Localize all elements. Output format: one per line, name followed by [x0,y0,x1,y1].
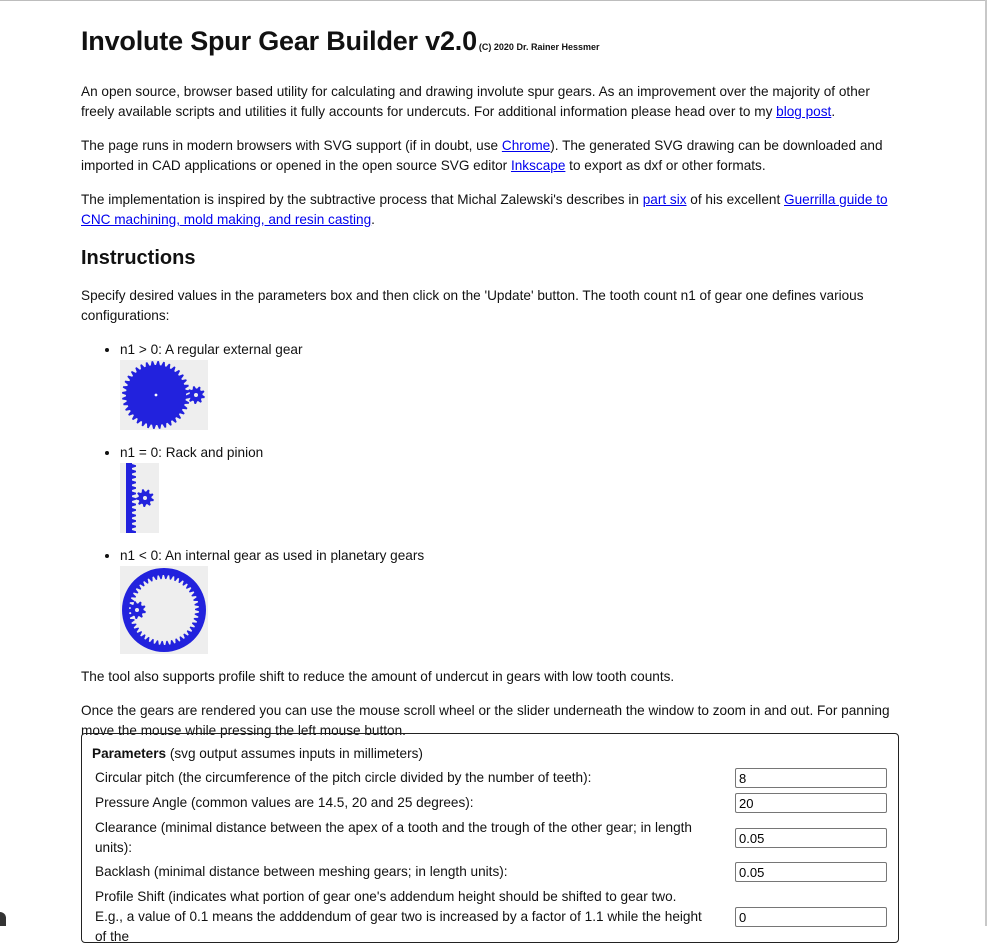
list-item [120,443,901,533]
guerrilla-guide-link[interactable]: Guerrilla guide to CNC machining, mold making, and resin casting [81,192,888,227]
param-row-pressure-angle [95,793,885,813]
param-label: Backlash (minimal distance between meshing gears; in length units): [95,864,508,879]
parameters-box [81,733,899,943]
param-row-backlash [95,862,885,882]
profile-shift-paragraph: The tool also supports profile shift to reduce the amount of undercut in gears with low tooth counts. [81,669,675,684]
param-label: Clearance (minimal distance between the apex of a tooth and the trough of the other gear; in length units): [95,820,692,855]
instructions-heading: Instructions [81,247,196,269]
param-label: Pressure Angle (common values are 14.5, 20 and 25 degrees): [95,795,474,810]
part-six-link[interactable]: part six [642,192,687,207]
inkscape-link[interactable]: Inkscape [510,158,566,173]
profile-shift-input[interactable] [735,907,887,927]
intro-paragraph-2: The page runs in modern browsers with SVG support (if in doubt, use Chrome). The generated SVG drawing can be downloaded and imported in CAD applications or opened in the open source SVG editor Inkscape to export as dxf or other formats. [81,138,883,173]
main-content [81,0,901,944]
zoom-pan-paragraph: Once the gears are rendered you can use the mouse scroll wheel or the slider underneath the window to zoom in and out. For panning move the mouse while pressing the left mouse button. [81,703,890,738]
rack-and-pinion-thumbnail [120,463,159,533]
blog-post-link[interactable]: blog post [776,104,832,119]
param-row-profile-shift [95,887,885,947]
circular-pitch-input[interactable] [735,768,887,788]
list-item-label: n1 > 0: A regular external gear [120,342,303,357]
parameters-heading: Parameters (svg output assumes inputs in millimeters) [92,746,423,761]
copyright-note: (C) 2020 Dr. Rainer Hessmer [478,42,600,52]
list-item-label: n1 = 0: Rack and pinion [120,445,264,460]
external-gear-thumbnail [120,360,208,430]
internal-gear-thumbnail [120,566,208,654]
list-item [120,546,901,654]
param-row-clearance [95,818,885,858]
pressure-angle-input[interactable] [735,793,887,813]
chrome-link[interactable]: Chrome [501,138,551,153]
list-item-label: n1 < 0: An internal gear as used in planetary gears [120,548,425,563]
page-title: Involute Spur Gear Builder v2.0 (C) 2020 Dr. Rainer Hessmer [81,26,600,56]
param-label: Profile Shift (indicates what portion of gear one's addendum height should be shifted to gear two. E.g., a value of 0.1 means the adddendum of gear two is increased by a factor of 1.1 while the height of the [95,889,702,944]
param-row-circular-pitch [95,768,885,788]
clearance-input[interactable] [735,828,887,848]
backlash-input[interactable] [735,862,887,882]
list-item [120,340,901,430]
instructions-paragraph: Specify desired values in the parameters box and then click on the 'Update' button. The tooth count n1 of gear one defines various configurations: [81,288,864,323]
param-label: Circular pitch (the circumference of the pitch circle divided by the number of teeth): [95,770,592,785]
window-corner [0,912,6,926]
intro-paragraph-1: An open source, browser based utility for calculating and drawing involute spur gears. As an improvement over the majority of other freely available scripts and utilities it fully accounts for undercuts. For additional information please head over to my blog post. [81,84,870,119]
intro-paragraph-3: The implementation is inspired by the subtractive process that Michal Zalewski's describes in part six of his excellent Guerrilla guide to CNC machining, mold making, and resin casting. [81,192,888,227]
configuration-list [81,340,901,654]
